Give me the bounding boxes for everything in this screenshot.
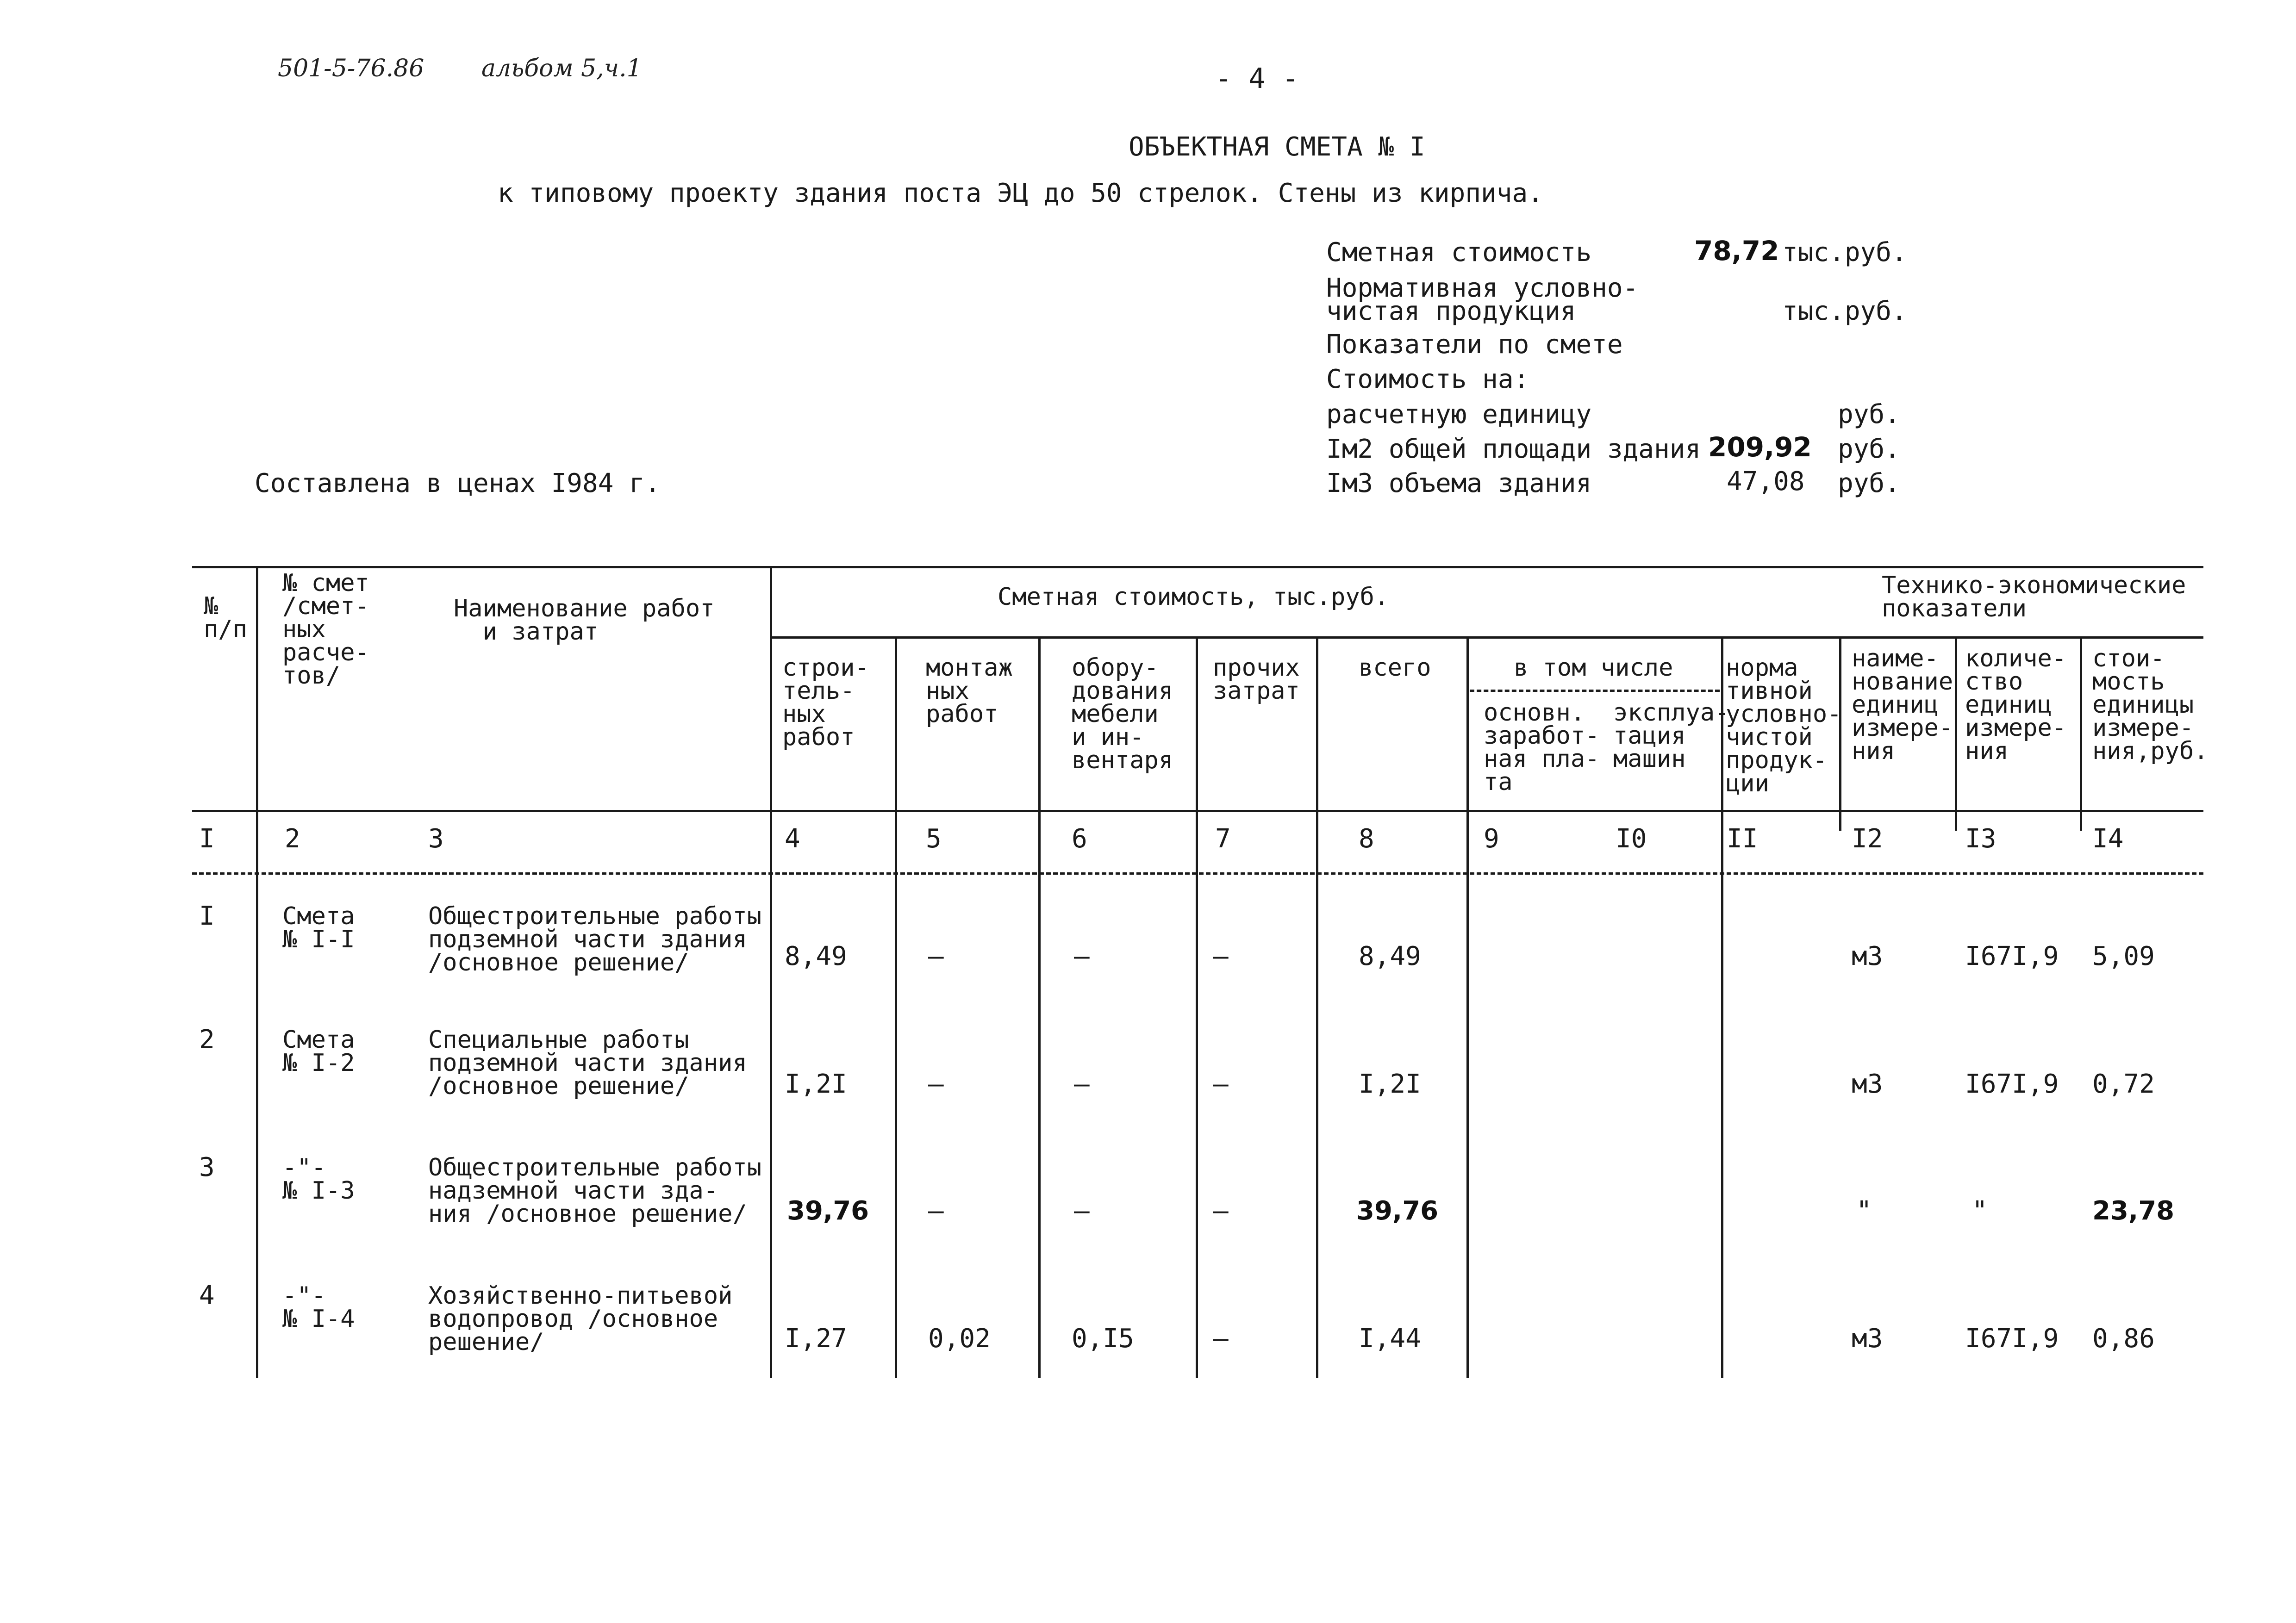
column-number: 2 xyxy=(285,824,300,854)
header-including: в том числе xyxy=(1514,654,1673,682)
summary-volume-unit: руб. xyxy=(1838,468,1900,498)
header-group-cost: Сметная стоимость, тыс.руб. xyxy=(998,583,1389,611)
summary-calc-unit-unit: руб. xyxy=(1838,399,1900,429)
row-1-ref: Смета № I-I xyxy=(282,902,355,953)
row-1-quantity: I67I,9 xyxy=(1965,941,2059,971)
page-number: - 4 - xyxy=(1215,62,1299,95)
header-installation: монтаж ных работ xyxy=(926,654,1013,728)
row-4-unit: м3 xyxy=(1852,1324,1883,1354)
summary-calc-unit-label: расчетную единицу xyxy=(1326,399,1592,429)
summary-volume-label: Iм3 объема здания xyxy=(1326,468,1592,498)
row-4-installation: 0,02 xyxy=(928,1324,991,1354)
row-3-total: 39,76 xyxy=(1356,1196,1439,1226)
row-2-installation: – xyxy=(928,1069,944,1099)
header-unit-cost: стои- мость единицы измере- ния,руб. xyxy=(2092,645,2209,765)
row-2-number: 2 xyxy=(199,1025,215,1055)
row-3-unit-cost: 23,78 xyxy=(2092,1196,2175,1226)
header-wages: основн. заработ- ная пла- та xyxy=(1484,699,1600,796)
row-1-name: Общестроительные работы подземной части здания /основное решение/ xyxy=(428,902,762,976)
row-4-unit-cost: 0,86 xyxy=(2092,1324,2155,1354)
header-net-product: норма тивной условно- чистой продук- ции xyxy=(1726,654,1842,797)
column-number: I4 xyxy=(2092,824,2124,854)
row-1-unit-cost: 5,09 xyxy=(2092,941,2155,971)
row-1-equipment: – xyxy=(1074,941,1090,971)
row-4-equipment: 0,I5 xyxy=(1072,1324,1134,1354)
row-3-other: – xyxy=(1213,1196,1229,1226)
row-2-ref: Смета № I-2 xyxy=(282,1026,355,1077)
row-3-unit: " xyxy=(1856,1196,1872,1226)
header-unit-name: наиме- нование единиц измере- ния xyxy=(1852,645,1953,765)
header-group-tech: Технико-экономические показатели xyxy=(1882,572,2186,622)
row-2-unit-cost: 0,72 xyxy=(2092,1069,2155,1099)
column-number: I xyxy=(199,824,215,854)
summary-area-value: 209,92 xyxy=(1708,431,1812,463)
column-number: 8 xyxy=(1359,824,1374,854)
header-work-name: Наименование работ и затрат xyxy=(454,595,715,646)
row-4-construction: I,27 xyxy=(785,1324,847,1354)
summary-indicators-label: Показатели по смете xyxy=(1326,330,1623,360)
row-4-total: I,44 xyxy=(1359,1324,1421,1354)
row-3-equipment: – xyxy=(1074,1196,1090,1226)
document-code: 501-5-76.86 xyxy=(278,55,424,82)
summary-cost-unit: тыс.руб. xyxy=(1782,237,1907,267)
column-number: 9 xyxy=(1484,824,1499,854)
row-2-construction: I,2I xyxy=(785,1069,847,1099)
row-4-ref: -"- № I-4 xyxy=(282,1282,355,1333)
row-2-quantity: I67I,9 xyxy=(1965,1069,2059,1099)
column-number: I0 xyxy=(1616,824,1647,854)
row-2-unit: м3 xyxy=(1852,1069,1883,1099)
header-unit-quantity: количе- ство единиц измере- ния xyxy=(1965,645,2067,765)
header-construction: строи- тель- ных работ xyxy=(782,654,869,751)
row-3-name: Общестроительные работы надземной части зда- ния /основное решение/ xyxy=(428,1154,762,1228)
header-total: всего xyxy=(1359,654,1431,682)
header-estimate-ref: № смет /смет- ных расче- тов/ xyxy=(282,569,369,690)
row-2-other: – xyxy=(1213,1069,1229,1099)
row-3-installation: – xyxy=(928,1196,944,1226)
column-number: 4 xyxy=(785,824,800,854)
summary-cost-label: Сметная стоимость xyxy=(1326,237,1592,267)
row-1-installation: – xyxy=(928,941,944,971)
column-number: 6 xyxy=(1072,824,1087,854)
column-number: 5 xyxy=(926,824,942,854)
column-number: 3 xyxy=(428,824,444,854)
row-3-number: 3 xyxy=(199,1152,215,1182)
header-other: прочих затрат xyxy=(1213,654,1300,705)
summary-cost-per-label: Стоимость на: xyxy=(1326,364,1529,394)
row-1-total: 8,49 xyxy=(1359,941,1421,971)
document-title: ОБЪЕКТНАЯ СМЕТА № I xyxy=(1129,132,1425,162)
column-number: II xyxy=(1727,824,1758,854)
row-3-construction: 39,76 xyxy=(787,1196,869,1226)
row-1-other: – xyxy=(1213,941,1229,971)
row-2-name: Специальные работы подземной части здания /основное решение/ xyxy=(428,1026,747,1100)
column-number: I2 xyxy=(1852,824,1883,854)
row-3-ref: -"- № I-3 xyxy=(282,1154,355,1205)
summary-norm-label-1: Нормативная условно- xyxy=(1326,273,1639,303)
header-row-number: № п/п xyxy=(204,592,247,643)
row-2-total: I,2I xyxy=(1359,1069,1421,1099)
row-2-equipment: – xyxy=(1074,1069,1090,1099)
row-4-number: 4 xyxy=(199,1281,215,1311)
row-4-quantity: I67I,9 xyxy=(1965,1324,2059,1354)
prices-note: Составлена в ценах I984 г. xyxy=(255,468,661,498)
row-1-unit: м3 xyxy=(1852,941,1883,971)
summary-cost-value: 78,72 xyxy=(1694,235,1779,267)
summary-area-unit: руб. xyxy=(1838,434,1900,464)
album-reference: альбом 5,ч.1 xyxy=(481,55,642,82)
column-number: I3 xyxy=(1965,824,1997,854)
row-3-quantity: " xyxy=(1972,1196,1988,1226)
summary-norm-unit: тыс.руб. xyxy=(1782,296,1907,326)
header-machines: эксплуа- тация машин xyxy=(1613,699,1729,773)
header-equipment: обору- дования мебели и ин- вентаря xyxy=(1072,654,1173,774)
column-number: 7 xyxy=(1215,824,1231,854)
summary-volume-value: 47,08 xyxy=(1727,466,1805,497)
summary-area-label: Iм2 общей площади здания xyxy=(1326,434,1701,464)
document-subtitle: к типовому проекту здания поста ЭЦ до 50 стрелок. Стены из кирпича. xyxy=(498,178,1543,208)
row-1-number: I xyxy=(199,901,215,931)
row-4-other: – xyxy=(1213,1324,1229,1354)
row-1-construction: 8,49 xyxy=(785,941,847,971)
row-4-name: Хозяйственно-питьевой водопровод /основное решение/ xyxy=(428,1282,733,1356)
summary-norm-label-2: чистая продукция xyxy=(1326,296,1576,326)
